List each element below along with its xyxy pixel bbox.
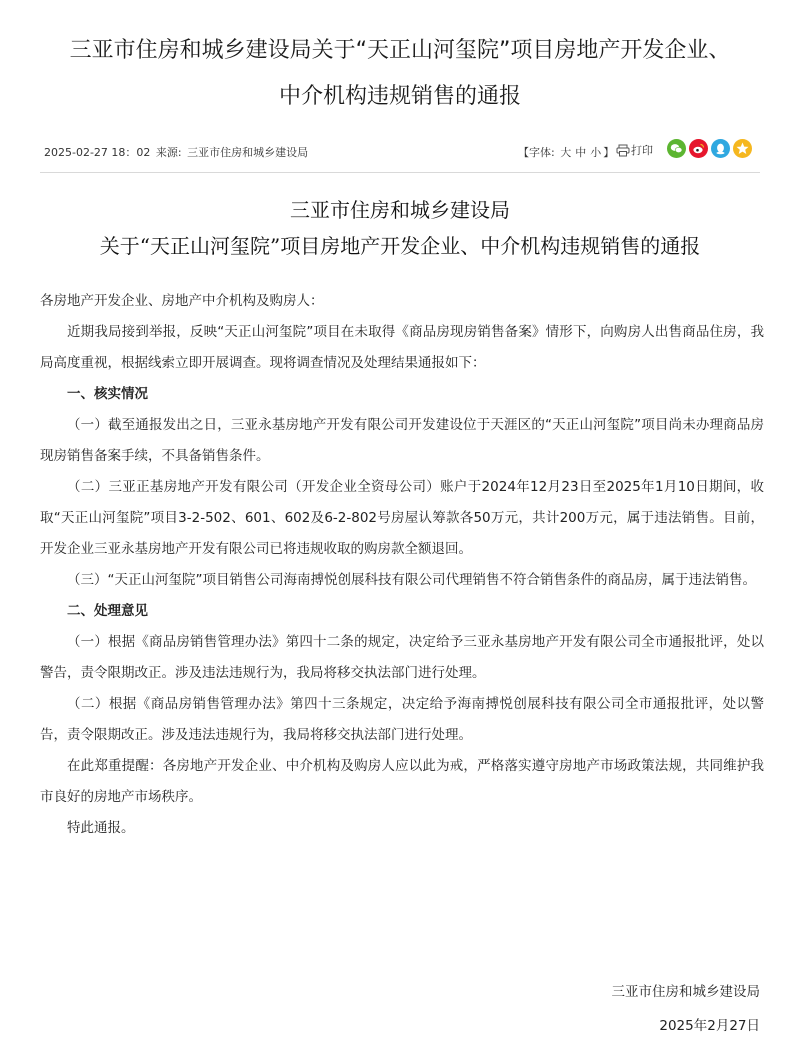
signature-date: 2025年2月27日 — [659, 1018, 760, 1034]
font-size-label: 【字体: — [518, 146, 555, 159]
share-icons — [667, 139, 755, 158]
closing-line: 特此通报。 — [67, 820, 135, 836]
publish-datetime: 2025-02-27 18：02 — [44, 146, 151, 159]
qq-icon[interactable] — [711, 139, 730, 158]
font-size-control — [518, 144, 614, 160]
verification-item-2: （二）三亚正基房地产开发有限公司（开发企业全资母公司）账户于2024年12月23日至2025年1月10日期间，收取“天正山河玺院”项目3-2-502、601、602及6-2-802号房屋认筹款各50万元，共计200万元，属于违法销售。目前，开发企业三亚永基房地产开发有限公司已将违规收取的购房款全额退回。 — [40, 479, 764, 557]
print-button[interactable] — [616, 142, 653, 158]
page-title-line-2: 中介机构违规销售的通报 — [278, 84, 521, 109]
font-size-close-bracket: 】 — [603, 146, 615, 159]
font-size-medium-option[interactable]: 中 — [575, 146, 587, 159]
source-label: 来源: — [155, 146, 182, 159]
salutation: 各房地产开发企业、房地产中介机构及购房人： — [40, 293, 324, 309]
document-body — [40, 286, 764, 844]
handling-item-2: （二）根据《商品房销售管理办法》第四十三条规定，决定给予海南搏悦创展科技有限公司全市通报批评，处以警告，责令限期改正。涉及违法违规行为，我局将移交执法部门进行处理。 — [40, 696, 764, 743]
wechat-icon[interactable] — [667, 139, 686, 158]
intro-paragraph: 近期我局接到举报，反映“天正山河玺院”项目在未取得《商品房现房销售备案》情形下，向购房人出售商品住房，我局高度重视，根据线索立即开展调查。现将调查情况及处理结果通报如下： — [40, 324, 764, 371]
page-title — [0, 28, 800, 120]
printer-icon — [616, 144, 630, 157]
font-size-small-option[interactable]: 小 — [590, 146, 602, 159]
section-heading-verification: 一、核实情况 — [67, 386, 148, 402]
section-heading-handling: 二、处理意见 — [67, 603, 148, 619]
publish-info — [44, 144, 310, 160]
source-name: 三亚市住房和城乡建设局 — [187, 146, 309, 159]
verification-item-3: （三）“天正山河玺院”项目销售公司海南搏悦创展科技有限公司代理销售不符合销售条件的商品房，属于违法销售。 — [67, 572, 756, 588]
header-divider — [40, 172, 760, 173]
signature-organization: 三亚市住房和城乡建设局 — [611, 984, 760, 1000]
page-title-line-1: 三亚市住房和城乡建设局关于“天正山河玺院”项目房地产开发企业、 — [69, 38, 731, 63]
document-header — [0, 192, 800, 264]
article-meta-bar — [40, 136, 762, 166]
verification-item-1: （一）截至通报发出之日，三亚永基房地产开发有限公司开发建设位于天涯区的“天正山河玺院”项目尚未办理商品房现房销售备案手续，不具备销售条件。 — [40, 417, 764, 464]
weibo-icon[interactable] — [689, 139, 708, 158]
document-issuer: 三亚市住房和城乡建设局 — [290, 198, 510, 222]
qzone-icon[interactable] — [733, 139, 752, 158]
reminder-paragraph: 在此郑重提醒：各房地产开发企业、中介机构及购房人应以此为戒，严格落实遵守房地产市场政策法规，共同维护我市良好的房地产市场秩序。 — [40, 758, 764, 805]
font-size-large-option[interactable]: 大 — [560, 146, 572, 159]
document-title: 关于“天正山河玺院”项目房地产开发企业、中介机构违规销售的通报 — [99, 234, 701, 258]
print-label: 打印 — [631, 144, 653, 157]
handling-item-1: （一）根据《商品房销售管理办法》第四十二条的规定，决定给予三亚永基房地产开发有限公司全市通报批评，处以警告，责令限期改正。涉及违法违规行为，我局将移交执法部门进行处理。 — [40, 634, 764, 681]
